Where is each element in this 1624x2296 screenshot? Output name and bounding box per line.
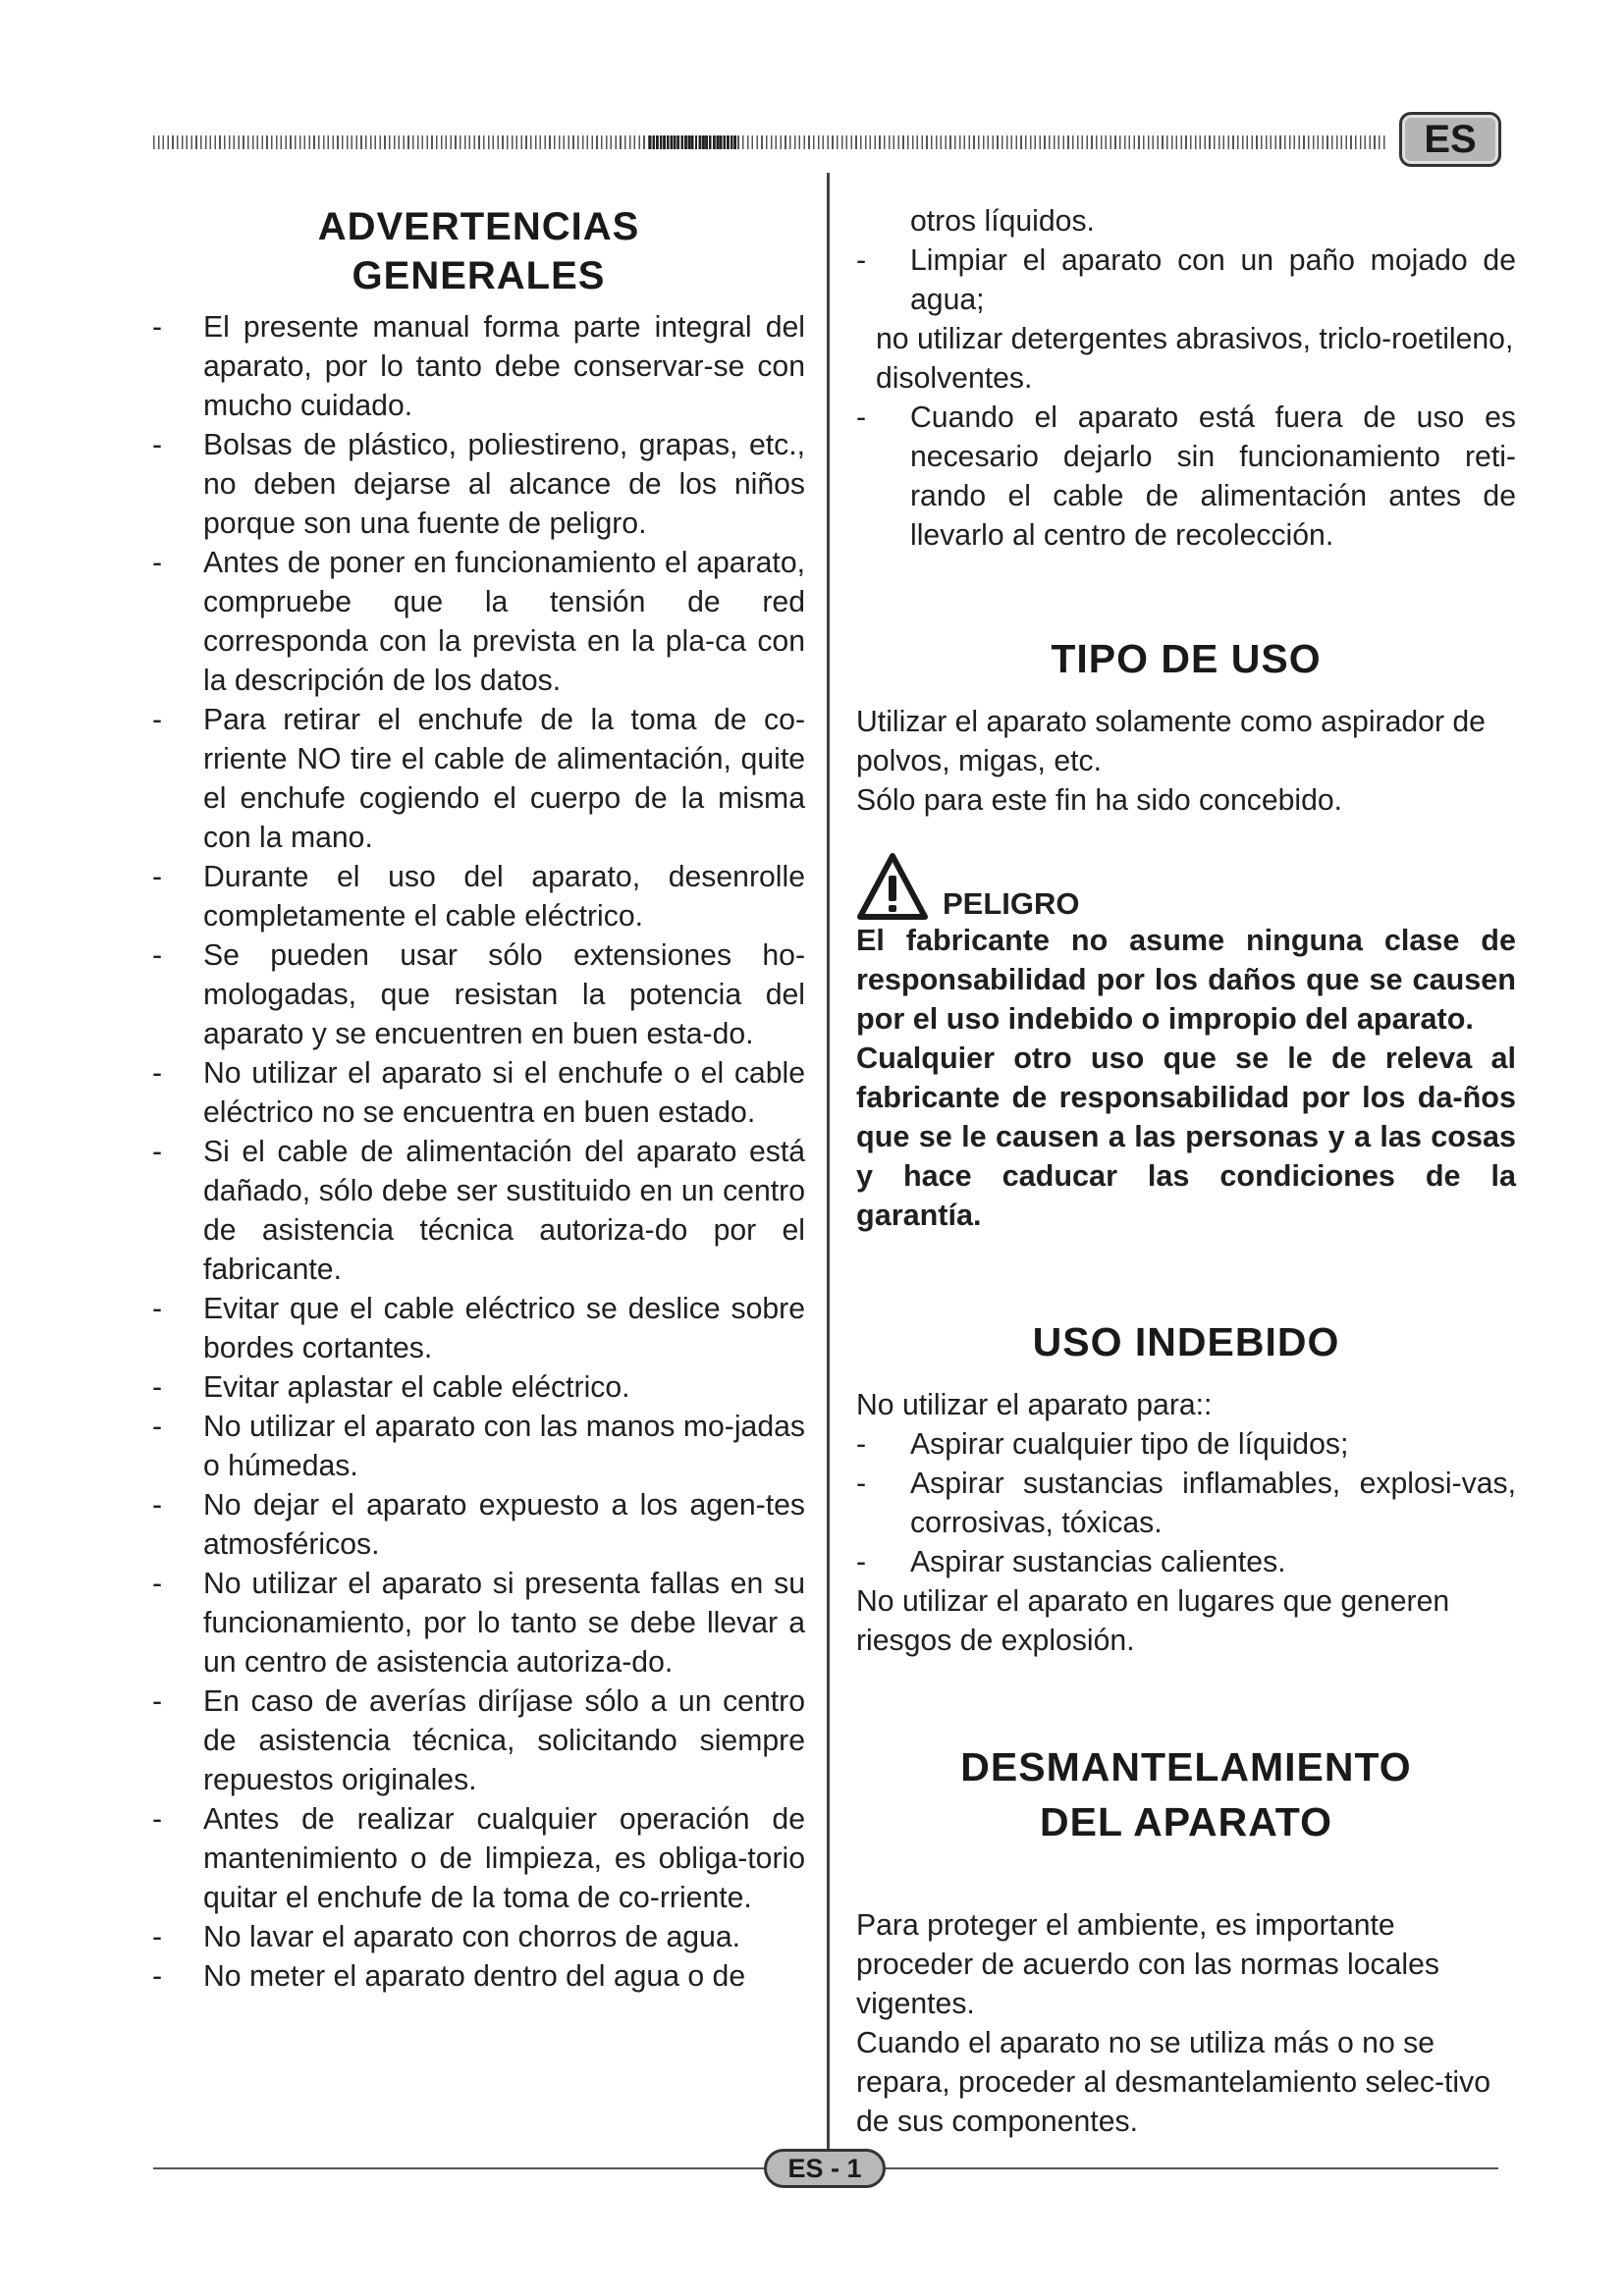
- list-item: - No utilizar el aparato si presenta fallas en su funcionamiento, por lo tanto se debe llevar a un centro de asistencia autoriza-do.: [152, 1565, 805, 1682]
- list-item: - Aspirar sustancias calientes.: [856, 1543, 1516, 1582]
- header-dotted-rule: [153, 135, 1386, 149]
- list-item: - Aspirar sustancias inflamables, explosi-vas, corrosivas, tóxicas.: [856, 1465, 1516, 1543]
- title-line-1: DESMANTELAMIENTO: [960, 1744, 1412, 1789]
- page-number-badge: ES - 1: [764, 2149, 886, 2188]
- title-line-2: GENERALES: [352, 254, 606, 297]
- list-item: - Antes de realizar cualquier operación de mantenimiento o de limpieza, es obliga-torio quitar el enchufe de la toma de co-rriente.: [152, 1800, 805, 1918]
- warning-triangle-icon: [856, 852, 929, 921]
- section-title-desmantelamiento: [856, 1739, 1516, 1849]
- list-item-disposal: - Cuando el aparato está fuera de uso es necesario dejarlo sin funcionamiento reti-rando el cable de alimentación antes de llevarlo al centro de recolección.: [856, 399, 1516, 556]
- list-item: - No lavar el aparato con chorros de agua.: [152, 1918, 805, 1957]
- section-title-advertencias: [152, 202, 805, 300]
- column-divider: [827, 173, 830, 2150]
- section-title-tipo-de-uso: TIPO DE USO: [1051, 636, 1322, 681]
- danger-label: PELIGRO: [943, 886, 1080, 921]
- danger-header: [856, 842, 1516, 921]
- list-item: - Se pueden usar sólo extensiones ho-mologadas, que resistan la potencia del aparato y se encuentren en buen esta-do.: [152, 936, 805, 1054]
- list-item: - El presente manual forma parte integral del aparato, por lo tanto debe conservar-se con mucho cuidado.: [152, 308, 805, 426]
- list-item: - En caso de averías diríjase sólo a un centro de asistencia técnica, solicitando siempre repuestos originales.: [152, 1682, 805, 1800]
- right-column: [856, 202, 1516, 2142]
- danger-text-1: El fabricante no asume ninguna clase de responsabilidad por los daños que se causen por el uso indebido o impropio del aparato.: [856, 924, 1516, 1036]
- title-line-2: DEL APARATO: [1039, 1799, 1333, 1844]
- title-line-1: ADVERTENCIAS: [317, 205, 640, 248]
- tipo-text-2: Sólo para este fin ha sido concebido.: [856, 784, 1343, 817]
- uso-outro: No utilizar el aparato en lugares que generen riesgos de explosión.: [856, 1585, 1450, 1657]
- tipo-text-1: Utilizar el aparato solamente como aspirador de polvos, migas, etc.: [856, 706, 1486, 777]
- des-text-1: Para proteger el ambiente, es importante proceder de acuerdo con las normas locales vigentes.: [856, 1909, 1440, 2020]
- left-column: [152, 202, 805, 1997]
- warnings-list: [152, 308, 805, 1997]
- list-item: - Para retirar el enchufe de la toma de co-rriente NO tire el cable de alimentación, quite el enchufe cogiendo el cuerpo de la misma con la mano.: [152, 701, 805, 858]
- no-detergents-text: no utilizar detergentes abrasivos, triclo-roetileno, disolventes.: [876, 323, 1514, 395]
- list-item: - No meter el aparato dentro del agua o de: [152, 1957, 805, 1997]
- continuation-text: otros líquidos.: [910, 205, 1095, 238]
- list-item: - Aspirar cualquier tipo de líquidos;: [856, 1425, 1516, 1465]
- list-item: - Evitar aplastar el cable eléctrico.: [152, 1368, 805, 1408]
- list-item: - Antes de poner en funcionamiento el aparato, compruebe que la tensión de red corresponda con la prevista en la pla-ca con la descripción de los datos.: [152, 544, 805, 701]
- list-item: - No dejar el aparato expuesto a los agen-tes atmosféricos.: [152, 1486, 805, 1565]
- list-item: - Bolsas de plástico, poliestireno, grapas, etc., no deben dejarse al alcance de los niños porque son una fuente de peligro.: [152, 426, 805, 544]
- uso-intro: No utilizar el aparato para::: [856, 1389, 1213, 1421]
- list-item: - Si el cable de alimentación del aparato está dañado, sólo debe ser sustituido en un centro de asistencia técnica autoriza-do por el fabricante.: [152, 1133, 805, 1290]
- list-item: - Evitar que el cable eléctrico se deslice sobre bordes cortantes.: [152, 1290, 805, 1368]
- danger-text-2: Cualquier otro uso que se le de releva al fabricante de responsabilidad por los da-ños que se le causen a las personas y a las cosas y hace caducar las condiciones de la garantía.: [856, 1041, 1516, 1232]
- des-text-2: Cuando el aparato no se utiliza más o no se repara, proceder al desmantelamiento selec-tivo de sus componentes.: [856, 2027, 1491, 2138]
- list-item: - Durante el uso del aparato, desenrolle completamente el cable eléctrico.: [152, 858, 805, 936]
- language-badge: ES: [1399, 112, 1501, 167]
- list-item: - No utilizar el aparato con las manos mo-jadas o húmedas.: [152, 1408, 805, 1486]
- list-item-clean: - Limpiar el aparato con un paño mojado de agua;: [856, 241, 1516, 320]
- section-title-uso-indebido: USO INDEBIDO: [1032, 1319, 1340, 1364]
- list-item: - No utilizar el aparato si el enchufe o el cable eléctrico no se encuentra en buen estado.: [152, 1054, 805, 1133]
